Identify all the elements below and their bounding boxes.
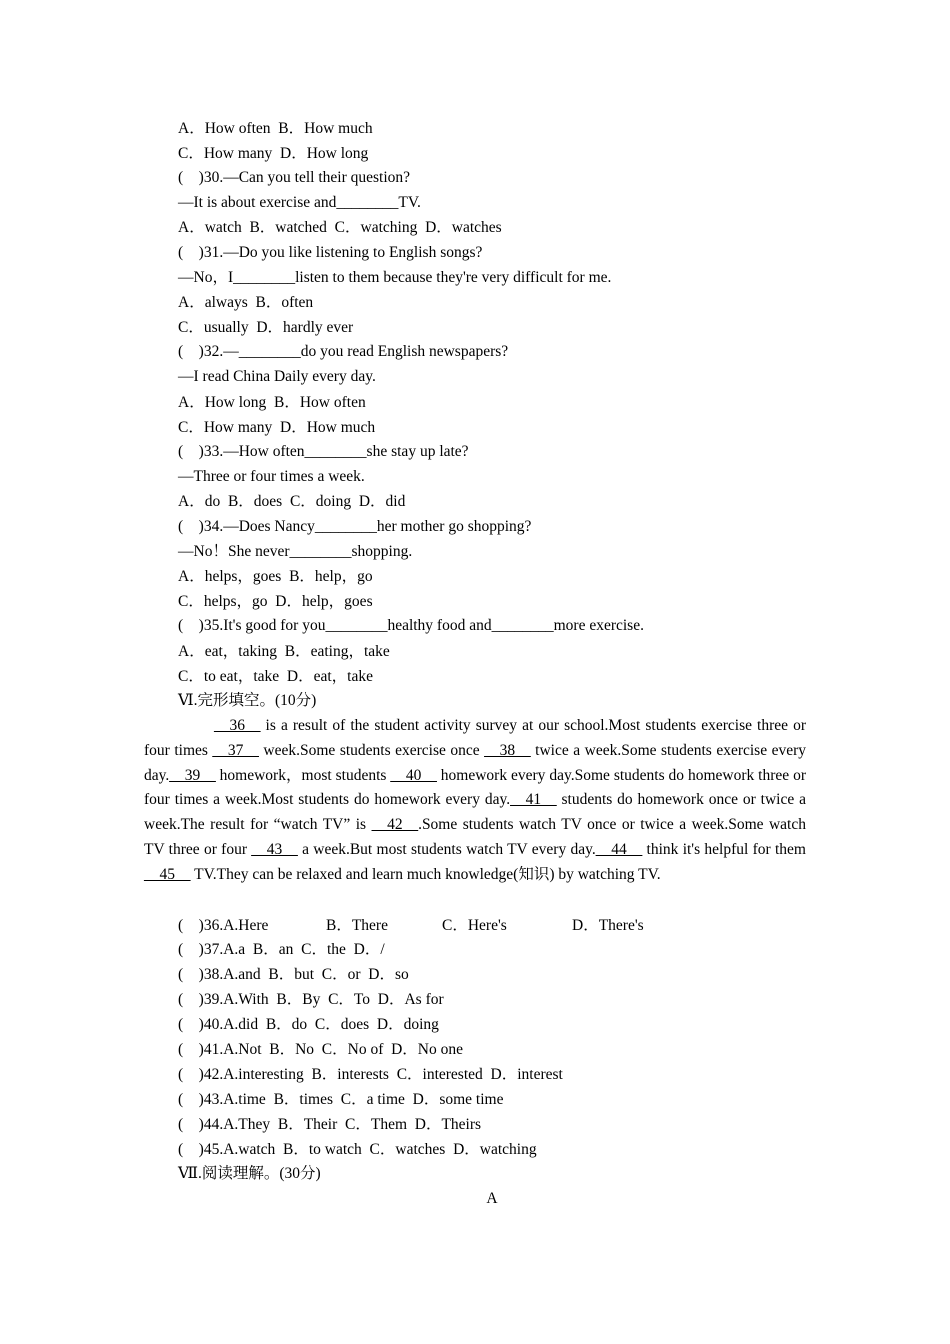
section-heading-cloze: Ⅵ.完形填空。(10分) (178, 692, 317, 709)
question-32: ( )32.—________do you read English newspapers? (178, 343, 509, 360)
question-34: ( )34.—Does Nancy________her mother go shopping? (178, 518, 532, 535)
cloze-passage: __36__ is a result of the student activity survey at our school.Most students exercise three or four times __37__ week.Some students exercise once __38__ twice a week.Some students exercise every day.__39__ homework，most students __40__ homework every day.Some students do homework three or four times a week.Most students do homework every day.__41__ students do homework once or twice a week.The result for “watch TV” is __42__.Some students watch TV once or twice a week.Some watch TV three or four __43__ a week.But most students watch TV every day.__44__ think it's helpful for them __45__ TV.They can be relaxed and learn much knowledge(知识) by watching TV. (144, 717, 807, 883)
question-38: ( )38.A.and B．but C．or D．so (178, 966, 409, 983)
question-35: ( )35.It's good for you________healthy food and________more exercise. (178, 617, 644, 634)
answer-line: —No！She never________shopping. (178, 543, 413, 560)
blank-45: __45__ (144, 865, 191, 883)
blank-40: __40__ (390, 766, 437, 784)
question-44: ( )44.A.They B．Their C．Them D．Theirs (178, 1116, 482, 1133)
option-line: C．usually D．hardly ever (178, 319, 354, 336)
question-41: ( )41.A.Not B．No C．No of D．No one (178, 1041, 464, 1058)
option-line: A．eat，taking B．eating，take (178, 643, 390, 660)
section-heading-reading: Ⅶ.阅读理解。(30分) (178, 1165, 321, 1182)
option-line: A．always B．often (178, 294, 314, 311)
option-line: A．helps，goes B．help，go (178, 568, 373, 585)
passage-label: A (486, 1190, 498, 1207)
option-line: A．How long B．How often (178, 394, 366, 411)
question-43: ( )43.A.time B．times C．a time D．some time (178, 1091, 504, 1108)
answer-line: —No，I________listen to them because they're very difficult for me. (178, 269, 612, 286)
blank-42: __42__ (371, 816, 419, 834)
question-39: ( )39.A.With B．By C．To D．As for (178, 991, 444, 1008)
option-line: C．How many D．How long (178, 145, 369, 162)
question-36: ( )36.A.Here B．There C．Here's D．There's (178, 917, 644, 934)
answer-line: —Three or four times a week. (178, 468, 365, 485)
blank-38: __38__ (484, 741, 531, 759)
question-37: ( )37.A.a B．an C．the D．/ (178, 941, 385, 958)
answer-line: —It is about exercise and________TV. (178, 194, 421, 211)
option-line: A．watch B．watched C．watching D．watches (178, 219, 502, 236)
option-line: C．How many D．How much (178, 419, 376, 436)
answer-line: —I read China Daily every day. (178, 368, 376, 385)
question-42: ( )42.A.interesting B．interests C．interested D．interest (178, 1066, 563, 1083)
option-line: A．How often B．How much (178, 120, 373, 137)
blank-37: __37__ (212, 741, 259, 759)
blank-39: __39__ (169, 766, 216, 784)
question-40: ( )40.A.did B．do C．does D．doing (178, 1016, 439, 1033)
blank-44: __44__ (595, 840, 643, 858)
option-line: C．helps，go D．help，goes (178, 593, 373, 610)
option-line: A．do B．does C．doing D．did (178, 493, 406, 510)
blank-36: __36__ (214, 717, 261, 734)
question-33: ( )33.—How often________she stay up late? (178, 443, 469, 460)
question-30: ( )30.—Can you tell their question? (178, 169, 411, 186)
blank-43: __43__ (251, 840, 298, 858)
question-31: ( )31.—Do you like listening to English songs? (178, 244, 483, 261)
question-45: ( )45.A.watch B．to watch C．watches D．watching (178, 1141, 537, 1158)
blank-41: __41__ (510, 791, 557, 809)
option-line: C．to eat，take D．eat，take (178, 668, 373, 685)
